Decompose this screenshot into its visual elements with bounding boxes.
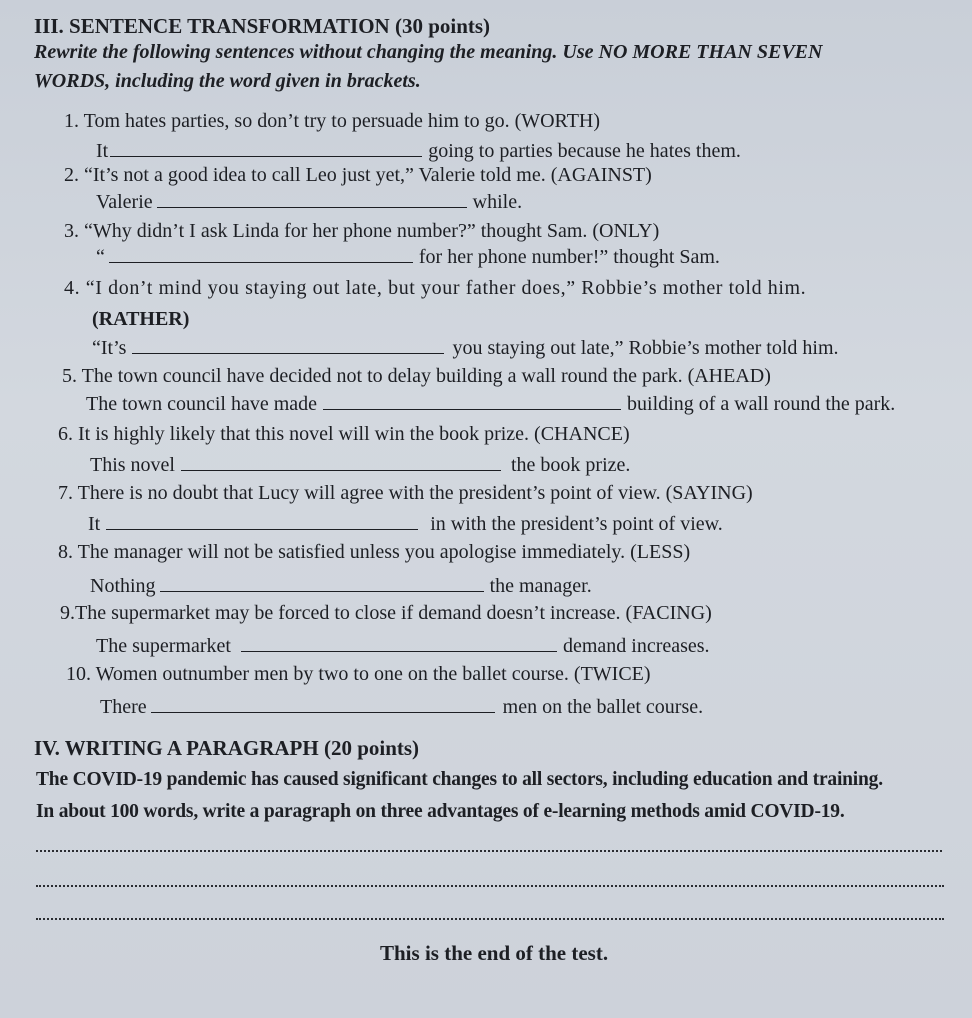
question-10: 10. Women outnumber men by two to one on the ballet course. (TWICE) bbox=[66, 663, 651, 685]
answer-blank-7[interactable] bbox=[106, 513, 418, 530]
answer-suffix: for her phone number!” thought Sam. bbox=[418, 246, 720, 268]
answer-prefix: The supermarket bbox=[96, 635, 231, 657]
section-3-instruction-line1: Rewrite the following sentences without changing the meaning. Use NO MORE THAN SEVEN bbox=[34, 41, 823, 63]
answer-suffix: going to parties because he hates them. bbox=[428, 140, 741, 162]
section-3-instruction-line2: WORDS, including the word given in brackets. bbox=[34, 70, 421, 92]
answer-blank-1[interactable] bbox=[110, 140, 422, 157]
answer-line-10 bbox=[100, 695, 703, 719]
answer-line-7 bbox=[88, 512, 723, 536]
answer-prefix: “ bbox=[96, 246, 105, 268]
answer-prefix: It bbox=[88, 513, 101, 535]
writing-line-1[interactable] bbox=[36, 850, 942, 852]
answer-line-3 bbox=[96, 245, 720, 269]
question-9: 9.The supermarket may be forced to close if demand doesn’t increase. (FACING) bbox=[60, 602, 712, 624]
answer-suffix: the book prize. bbox=[511, 454, 631, 476]
answer-prefix: It bbox=[96, 140, 109, 162]
question-4: 4. “I don’t mind you staying out late, but your father does,” Robbie’s mother told him. bbox=[64, 277, 807, 299]
answer-line-6 bbox=[90, 453, 630, 477]
section-4-heading: IV. WRITING A PARAGRAPH (20 points) bbox=[34, 736, 420, 760]
answer-blank-5[interactable] bbox=[323, 393, 621, 410]
answer-prefix: The town council have made bbox=[86, 393, 318, 415]
question-1: 1. Tom hates parties, so don’t try to persuade him to go. (WORTH) bbox=[64, 110, 601, 132]
end-of-test-note: This is the end of the test. bbox=[380, 941, 609, 965]
answer-blank-9[interactable] bbox=[241, 635, 557, 652]
question-7: 7. There is no doubt that Lucy will agree with the president’s point of view. (SAYING) bbox=[58, 482, 753, 504]
question-2: 2. “It’s not a good idea to call Leo just yet,” Valerie told me. (AGAINST) bbox=[64, 164, 652, 186]
answer-prefix: “It’s bbox=[92, 337, 127, 359]
question-4-keyword: (RATHER) bbox=[92, 308, 190, 330]
question-3: 3. “Why didn’t I ask Linda for her phone number?” thought Sam. (ONLY) bbox=[64, 220, 660, 242]
answer-line-4 bbox=[92, 336, 839, 360]
answer-prefix: Nothing bbox=[90, 575, 156, 597]
answer-prefix: This novel bbox=[90, 454, 175, 476]
answer-suffix: you staying out late,” Robbie’s mother told him. bbox=[452, 337, 839, 359]
answer-suffix: demand increases. bbox=[562, 635, 710, 657]
answer-blank-10[interactable] bbox=[151, 696, 495, 713]
question-6: 6. It is highly likely that this novel will win the book prize. (CHANCE) bbox=[58, 423, 630, 445]
answer-line-1 bbox=[96, 139, 741, 163]
writing-line-3[interactable] bbox=[36, 918, 944, 920]
answer-suffix: while. bbox=[472, 191, 523, 213]
answer-suffix: men on the ballet course. bbox=[502, 696, 704, 718]
answer-line-5 bbox=[86, 392, 895, 416]
answer-prefix: There bbox=[100, 696, 147, 718]
answer-blank-2[interactable] bbox=[157, 191, 467, 208]
writing-line-2[interactable] bbox=[36, 885, 944, 887]
question-8: 8. The manager will not be satisfied unless you apologise immediately. (LESS) bbox=[58, 541, 691, 563]
question-5: 5. The town council have decided not to delay building a wall round the park. (AHEAD) bbox=[62, 365, 771, 387]
section-4-prompt-line1: The COVID-19 pandemic has caused significant changes to all sectors, including education and training. bbox=[36, 769, 883, 790]
answer-suffix: in with the president’s point of view. bbox=[430, 513, 723, 535]
answer-line-8 bbox=[90, 574, 592, 598]
answer-line-9 bbox=[96, 634, 710, 658]
answer-blank-3[interactable] bbox=[109, 246, 413, 263]
answer-suffix: building of a wall round the park. bbox=[627, 393, 896, 415]
section-4-prompt-line2: In about 100 words, write a paragraph on three advantages of e-learning methods amid COVID-19. bbox=[36, 801, 845, 822]
answer-prefix: Valerie bbox=[96, 191, 153, 213]
answer-blank-8[interactable] bbox=[160, 575, 484, 592]
answer-line-2 bbox=[96, 190, 522, 214]
answer-suffix: the manager. bbox=[489, 575, 592, 597]
answer-blank-6[interactable] bbox=[181, 454, 501, 471]
section-3-heading: III. SENTENCE TRANSFORMATION (30 points) bbox=[34, 14, 491, 38]
answer-blank-4[interactable] bbox=[132, 337, 444, 354]
